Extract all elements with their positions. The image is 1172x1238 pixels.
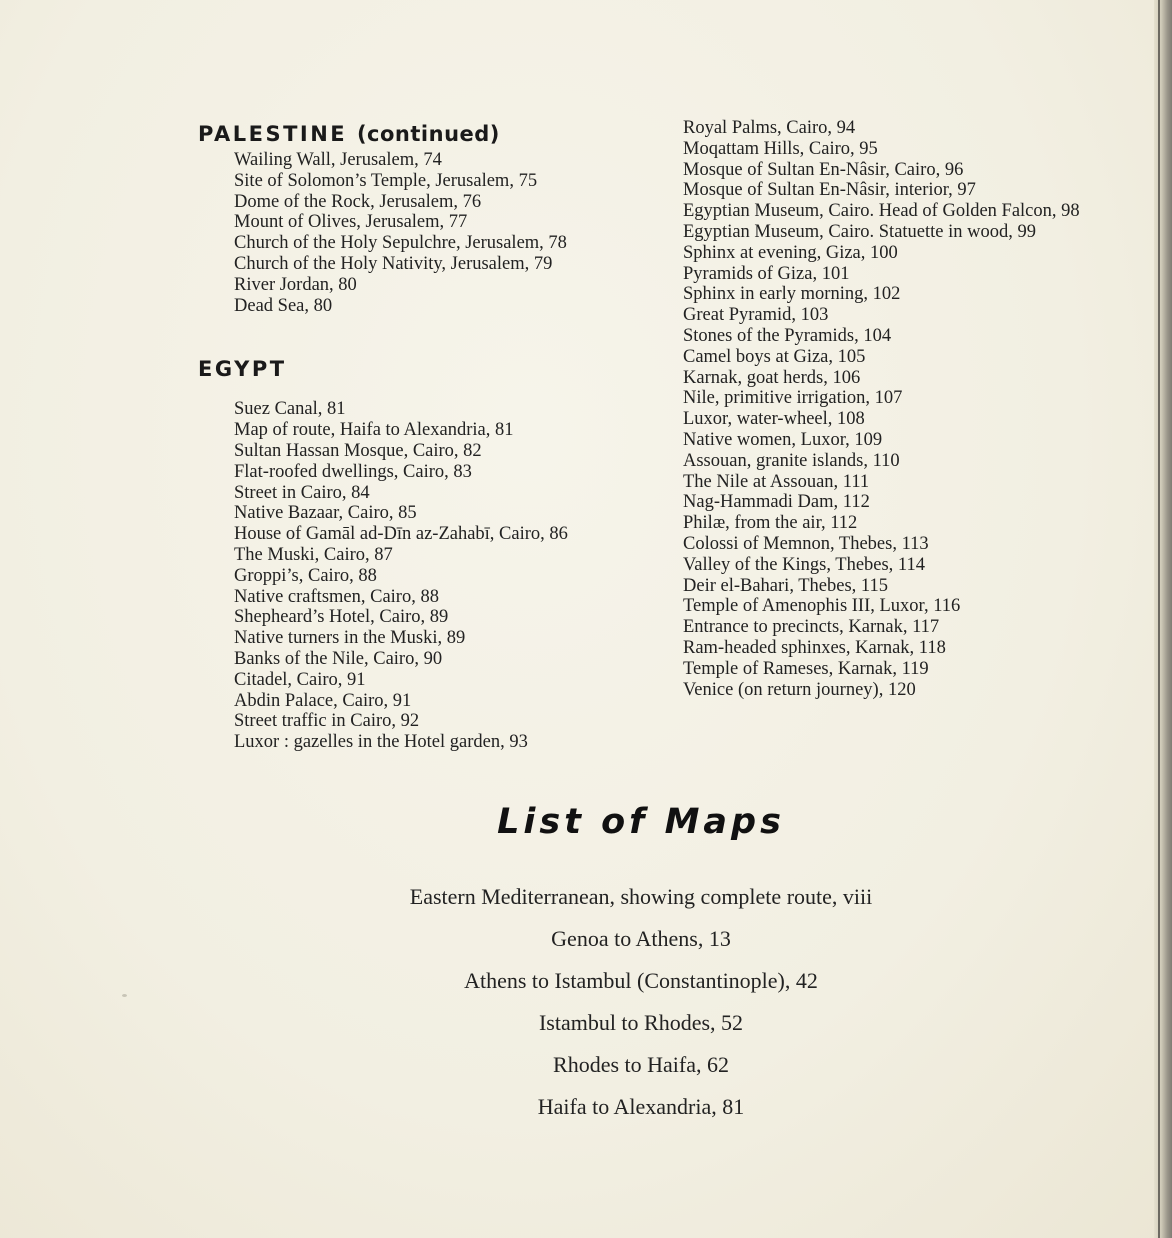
list-item: Native Bazaar, Cairo, 85 [234,503,417,524]
list-item: Great Pyramid, 103 [683,305,829,326]
list-item: Assouan, granite islands, 110 [683,450,900,471]
list-item: Nile, primitive irrigation, 107 [683,388,903,409]
maps-list [55,876,1172,1128]
list-item: Colossi of Memnon, Thebes, 113 [683,533,929,554]
egypt-heading: EGYPT [198,357,287,382]
list-item: The Muski, Cairo, 87 [234,544,393,565]
list-item: Nag-Hammadi Dam, 112 [683,492,870,513]
list-item: Stones of the Pyramids, 104 [683,325,892,346]
list-item: Mount of Olives, Jerusalem, 77 [234,212,468,233]
list-item: Egyptian Museum, Cairo. Statuette in wood, 99 [683,221,1036,242]
egypt-list-continued [683,118,1103,700]
list-item: Entrance to precincts, Karnak, 117 [683,617,940,638]
list-item: Abdin Palace, Cairo, 91 [234,690,412,711]
list-item: Suez Canal, 81 [234,399,346,420]
list-item: The Nile at Assouan, 111 [683,471,870,492]
list-item: Dome of the Rock, Jerusalem, 76 [234,191,482,212]
list-item: Map of route, Haifa to Alexandria, 81 [234,420,514,441]
left-column [198,118,658,753]
palestine-heading-suffix: (continued) [356,122,500,146]
right-column [683,118,1103,700]
map-item: Genoa to Athens, 13 [551,926,731,951]
list-item: Valley of the Kings, Thebes, 114 [683,554,925,575]
list-item: Moqattam Hills, Cairo, 95 [683,138,878,159]
list-item: Mosque of Sultan En-Nâsir, Cairo, 96 [683,159,964,180]
list-item: Luxor : gazelles in the Hotel garden, 93 [234,732,528,753]
list-item: Street in Cairo, 84 [234,482,370,503]
map-item: Eastern Mediterranean, showing complete route, viii [409,884,873,909]
list-item: Dead Sea, 80 [234,295,333,316]
map-item: Istambul to Rhodes, 52 [538,1010,744,1035]
list-item: Sphinx at evening, Giza, 100 [683,242,898,263]
list-item: Citadel, Cairo, 91 [234,669,366,690]
list-item: Wailing Wall, Jerusalem, 74 [234,150,442,170]
list-item: Native turners in the Muski, 89 [234,628,466,649]
palestine-list [198,150,658,316]
list-item: Mosque of Sultan En-Nâsir, interior, 97 [683,180,976,201]
list-item: Venice (on return journey), 120 [683,679,916,700]
list-item: Camel boys at Giza, 105 [683,346,866,367]
list-item: Native women, Luxor, 109 [683,429,883,450]
page-spine-shadow [1154,0,1172,1238]
list-item: Sphinx in early morning, 102 [683,284,901,305]
list-item: Ram-headed sphinxes, Karnak, 118 [683,637,946,658]
map-item: Athens to Istambul (Constantinople), 42 [464,968,818,993]
list-item: Royal Palms, Cairo, 94 [683,118,856,138]
list-item: Temple of Amenophis III, Luxor, 116 [683,596,961,617]
list-item: Pyramids of Giza, 101 [683,263,850,284]
maps-title: List of Maps [497,802,785,842]
list-item: Karnak, goat herds, 106 [683,367,861,388]
list-item: Site of Solomon’s Temple, Jerusalem, 75 [234,170,538,191]
egypt-list [198,399,658,753]
list-item: Sultan Hassan Mosque, Cairo, 82 [234,440,482,461]
palestine-heading [198,118,658,150]
list-item: Philæ, from the air, 112 [683,513,858,534]
map-item: Rhodes to Haifa, 62 [553,1052,729,1077]
list-item: Luxor, water-wheel, 108 [683,409,865,430]
list-item: Street traffic in Cairo, 92 [234,711,420,732]
list-item: Shepheard’s Hotel, Cairo, 89 [234,607,449,628]
page-edge-line [1158,0,1160,1238]
list-item: Banks of the Nile, Cairo, 90 [234,648,443,669]
list-item: House of Gamāl ad-Dīn az-Zahabī, Cairo, 86 [234,524,568,545]
list-item: Deir el-Bahari, Thebes, 115 [683,575,888,596]
list-item: Church of the Holy Nativity, Jerusalem, 79 [234,253,553,274]
list-item: Egyptian Museum, Cairo. Head of Golden Falcon, 98 [683,201,1080,222]
list-item: Temple of Rameses, Karnak, 119 [683,658,929,679]
palestine-heading-text: PALESTINE [198,122,348,146]
list-item: Church of the Holy Sepulchre, Jerusalem, 78 [234,233,567,254]
list-item: River Jordan, 80 [234,274,357,295]
list-item: Groppi’s, Cairo, 88 [234,565,377,586]
list-item: Flat-roofed dwellings, Cairo, 83 [234,461,472,482]
ink-speck [122,994,127,997]
map-item: Haifa to Alexandria, 81 [537,1094,745,1119]
list-item: Native craftsmen, Cairo, 88 [234,586,439,607]
